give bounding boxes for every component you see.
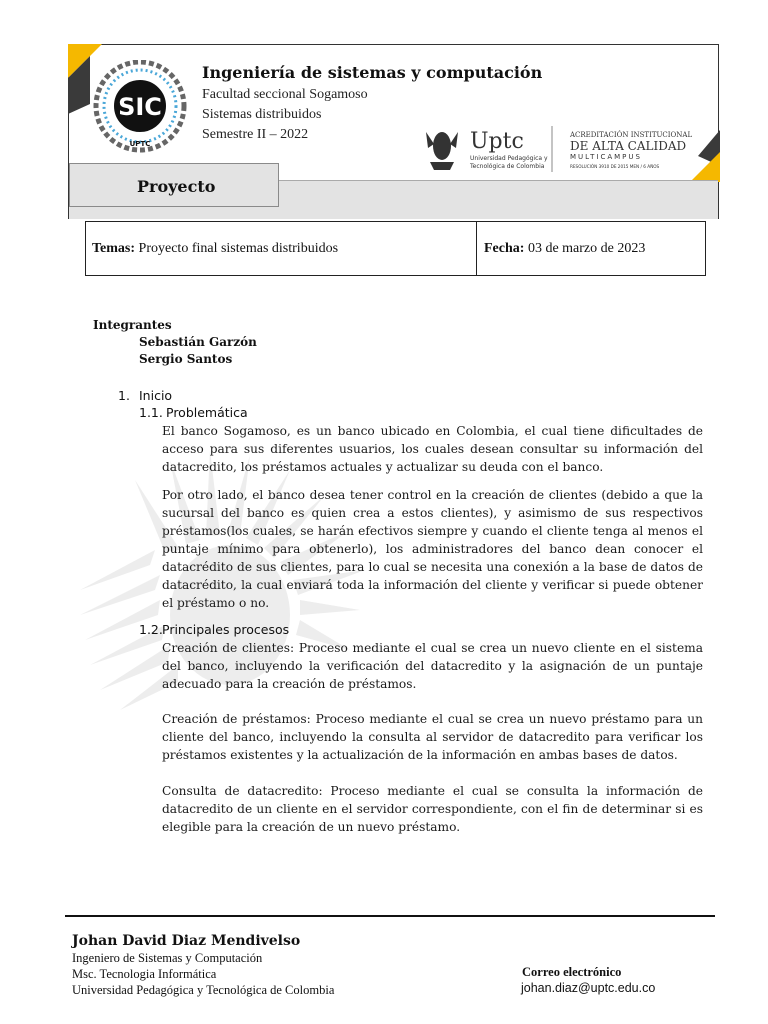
subsection-number: 1.2. (139, 622, 163, 637)
member-name: Sebastián Garzón (139, 335, 257, 349)
email-address: johan.diaz@uptc.edu.co (521, 981, 656, 995)
members-label: Integrantes (93, 318, 172, 332)
header-course: Sistemas distribuidos (202, 107, 322, 122)
section-title: Proyecto (137, 177, 216, 196)
subsection-heading: Problemática (166, 405, 248, 420)
section-number: 1. (118, 388, 130, 403)
subsection-number: 1.1. (139, 405, 163, 420)
uptc-logo (424, 122, 554, 176)
fecha-value: 03 de marzo de 2023 (524, 241, 646, 256)
paragraph: Por otro lado, el banco desea tener control en la creación de clientes (debido a que la sucursal del banco es quien crea a estos clientes), y asimismo de sus respectivos préstamos(los cuales, se harán efectivos siempre y cuando el cliente tenga al menos el puntaje mínimo para obtenerlo), los administradores del banco dean conocer el datacrédito de sus clientes, para lo cual se necesita una conexión a la base de datos de datacrédito, la cual enviará toda la información del cliente y verificar si puede obtener el préstamo o no. (162, 488, 703, 610)
header-faculty: Facultad seccional Sogamoso (202, 87, 368, 102)
temas-value: Proyecto final sistemas distribuidos (135, 241, 339, 256)
author-degree: Msc. Tecnologia Informática (72, 967, 217, 981)
author-title: Ingeniero de Sistemas y Computación (72, 951, 263, 965)
subsection-heading: Principales procesos (162, 622, 290, 637)
temas-cell (92, 241, 338, 257)
paragraph: Creación de préstamos: Proceso mediante el cual se crea un nuevo préstamo para un cliente del banco, incluyendo la consulta al servidor de datacredito para verificar los préstamos existentes y la actualización de la información en ambas bases de datos. (162, 712, 703, 762)
accreditation-badge (560, 128, 700, 172)
accreditation-line2: DE ALTA CALIDAD (570, 139, 687, 153)
sic-logo (92, 60, 188, 156)
paragraph: Creación de clientes: Proceso mediante el cual se crea un nuevo cliente en el sistema del banco, incluyendo la verificación del datacredito y la asignación de un puntaje adecuado para la creación de préstamos. (162, 641, 703, 691)
uptc-logo-name: Uptc (470, 129, 524, 154)
author-name: Johan David Diaz Mendivelso (72, 933, 301, 949)
accreditation-line4: RESOLUCIÓN 3910 DE 2015 MEN / 6 AÑOS (570, 164, 660, 169)
info-table-divider (476, 221, 477, 276)
sic-logo-text: SIC (118, 93, 162, 121)
uptc-logo-line2: Tecnológica de Colombia (470, 163, 545, 170)
fecha-cell (484, 241, 645, 257)
sic-logo-subtext: UPTC (129, 140, 151, 148)
email-label: Correo electrónico (522, 965, 622, 979)
temas-label: Temas: (92, 241, 136, 256)
header-title: Ingeniería de sistemas y computación (202, 63, 543, 82)
author-university: Universidad Pedagógica y Tecnológica de Colombia (72, 983, 335, 997)
section-heading: Inicio (139, 388, 173, 403)
paragraph: Consulta de datacredito: Proceso mediante el cual se consulta la información de datacredito de un cliente en el servidor correspondiente, con el fin de determinar si es elegible para la creación de un nuevo préstamo. (162, 784, 703, 834)
accreditation-line3: MULTICAMPUS (570, 153, 642, 161)
accreditation-line1: ACREDITACIÓN INSTITUCIONAL (570, 131, 693, 139)
header-semester: Semestre II – 2022 (202, 127, 309, 142)
footer-divider (65, 915, 715, 917)
fecha-label: Fecha: (484, 241, 525, 256)
paragraph: El banco Sogamoso, es un banco ubicado en Colombia, el cual tiene dificultades de acceso para sus diferentes usuarios, los cuales desean consultar su información del datacredito, los préstamos actuales y actualizar su deuda con el banco. (162, 424, 703, 474)
member-name: Sergio Santos (139, 352, 233, 366)
uptc-logo-line1: Universidad Pedagógica y (470, 155, 548, 162)
